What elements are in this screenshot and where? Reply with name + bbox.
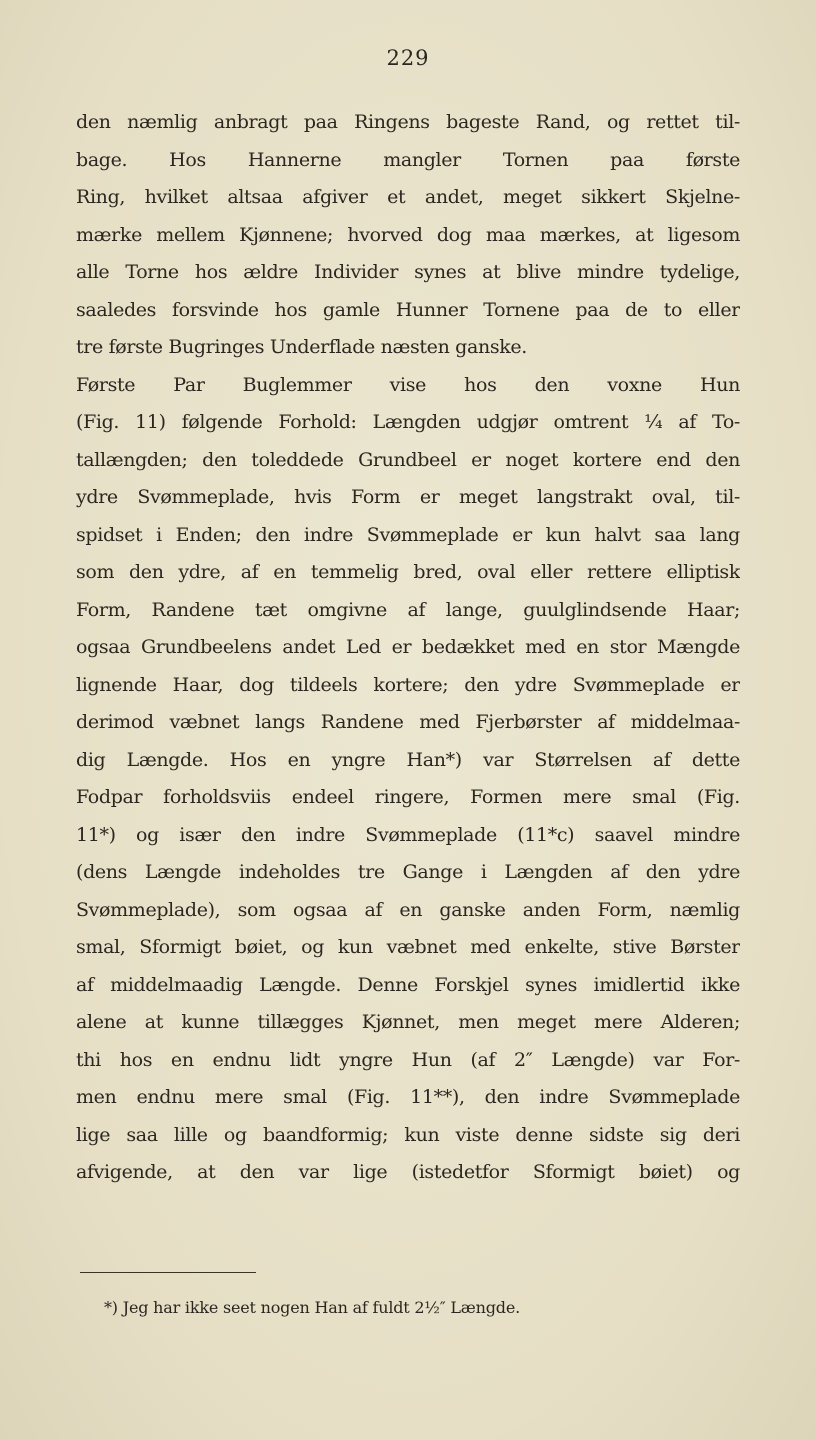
text-line: Ring, hvilket altsaa afgiver et andet, meget sikkert Skjelne- [76,186,740,208]
text-line: smal, Sformigt bøiet, og kun væbnet med enkelte, stive Børster [76,936,740,958]
text-line: ydre Svømmeplade, hvis Form er meget langstrakt oval, til- [76,486,740,508]
text-line: thi hos en endnu lidt yngre Hun (af 2″ Længde) var For- [76,1048,740,1071]
text-line: Fodpar forholdsviis endeel ringere, Formen mere smal (Fig. [76,786,740,808]
body-text [76,104,740,1192]
text-line: alle Torne hos ældre Individer synes at blive mindre tydelige, [76,261,740,283]
text-line: (Fig. 11) følgende Forhold: Længden udgjør omtrent ¼ af To- [76,411,740,433]
text-line: men endnu mere smal (Fig. 11**), den indre Svømmeplade [76,1086,740,1108]
page-number: 229 [386,46,430,70]
text-line: bage. Hos Hannerne mangler Tornen paa første [76,148,740,171]
text-line: af middelmaadig Længde. Denne Forskjel synes imidlertid ikke [76,973,740,996]
text-line: Form, Randene tæt omgivne af lange, guulglindsende Haar; [76,598,740,621]
text-line: (dens Længde indeholdes tre Gange i Længden af den ydre [76,861,740,883]
text-line: alene at kunne tillægges Kjønnet, men meget mere Alderen; [76,1011,740,1033]
footnote-divider [80,1272,256,1273]
text-line: mærke mellem Kjønnene; hvorved dog maa mærkes, at ligesom [76,223,740,246]
text-line: som den ydre, af en temmelig bred, oval eller rettere elliptisk [76,561,740,583]
text-line: afvigende, at den var lige (istedetfor Sformigt bøiet) og [76,1161,740,1183]
text-line: tre første Bugringes Underflade næsten ganske. [76,336,527,358]
text-line: spidset i Enden; den indre Svømmeplade er kun halvt saa lang [76,523,740,546]
text-line: tallængden; den toleddede Grundbeel er noget kortere end den [76,448,740,471]
text-line: derimod væbnet langs Randene med Fjerbørster af middelmaa- [76,711,740,733]
text-line: lignende Haar, dog tildeels kortere; den ydre Svømmeplade er [76,673,740,696]
text-line: Første Par Buglemmer vise hos den voxne Hun [76,373,740,396]
text-line: saaledes forsvinde hos gamle Hunner Tornene paa de to eller [76,298,740,321]
text-line: dig Længde. Hos en yngre Han*) var Størrelsen af dette [76,748,740,771]
text-line: 11*) og især den indre Svømmeplade (11*c) saavel mindre [76,823,740,846]
footnote: *) Jeg har ikke seet nogen Han af fuldt 2½″ Længde. [104,1298,520,1317]
text-line: lige saa lille og baandformig; kun viste denne sidste sig deri [76,1123,740,1146]
text-line: ogsaa Grundbeelens andet Led er bedækket med en stor Mængde [76,636,740,658]
text-line: den næmlig anbragt paa Ringens bageste Rand, og rettet til- [76,111,740,133]
text-line: Svømmeplade), som ogsaa af en ganske anden Form, næmlig [76,898,740,921]
